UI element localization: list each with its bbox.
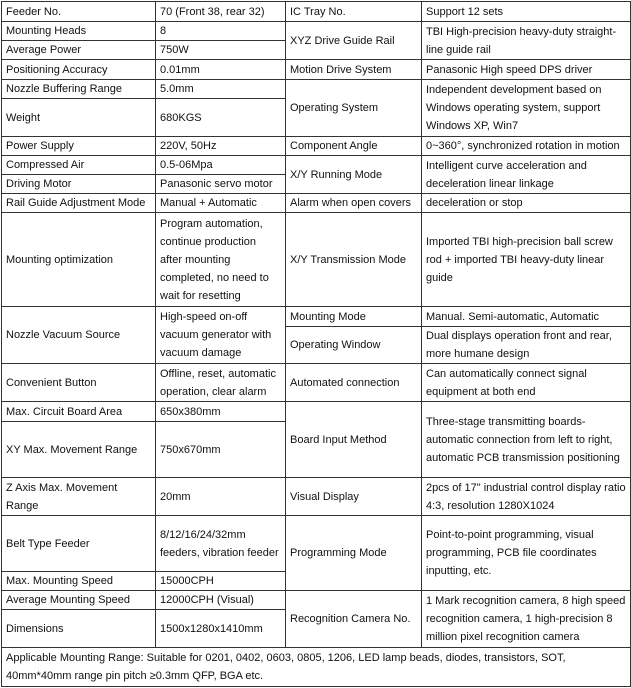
mounting-opt-value: Program automation, continue production after mounting completed, no need to wait for resetting	[156, 213, 286, 307]
nozzle-vacuum-value: High-speed on-off vacuum generator with vacuum damage	[156, 307, 286, 364]
power-supply-value: 220V, 50Hz	[156, 137, 286, 156]
xy-transmission-label: X/Y Transmission Mode	[286, 213, 422, 307]
positioning-label: Positioning Accuracy	[2, 60, 156, 80]
convenient-button-value: Offline, reset, automatic operation, clear alarm	[156, 364, 286, 402]
os-value: Independent development based on Windows operating system, support Windows XP, Win7	[422, 80, 631, 137]
table-row	[2, 60, 631, 80]
visual-display-value: 2pcs of 17" industrial control display ratio 4:3, resolution 1280X1024	[422, 478, 631, 516]
avg-speed-value: 12000CPH (Visual)	[156, 591, 286, 610]
alarm-open-label: Alarm when open covers	[286, 194, 422, 213]
programming-value: Point-to-point programming, visual programming, PCB file coordinates inputting, etc.	[422, 516, 631, 591]
os-label: Operating System	[286, 80, 422, 137]
weight-label: Weight	[2, 99, 156, 137]
max-board-label: Max. Circuit Board Area	[2, 402, 156, 422]
belt-feeder-label: Belt Type Feeder	[2, 516, 156, 572]
table-row	[2, 80, 631, 99]
xyz-rail-value: TBI High-precision heavy-duty straight-line guide rail	[422, 22, 631, 60]
rail-adjust-value: Manual + Automatic	[156, 194, 286, 213]
driving-motor-label: Driving Motor	[2, 175, 156, 194]
motion-drive-label: Motion Drive System	[286, 60, 422, 80]
mounting-opt-label: Mounting optimization	[2, 213, 156, 307]
visual-display-label: Visual Display	[286, 478, 422, 516]
operating-window-label: Operating Window	[286, 327, 422, 364]
component-angle-label: Component Angle	[286, 137, 422, 156]
motion-drive-value: Panasonic High speed DPS driver	[422, 60, 631, 80]
table-row	[2, 2, 631, 22]
mounting-heads-label: Mounting Heads	[2, 22, 156, 41]
xyz-rail-label: XYZ Drive Guide Rail	[286, 22, 422, 60]
alarm-open-value: deceleration or stop	[422, 194, 631, 213]
z-movement-value: 20mm	[156, 478, 286, 516]
avg-speed-label: Average Mounting Speed	[2, 591, 156, 610]
table-row	[2, 478, 631, 516]
feeder-no-value: 70 (Front 38, rear 32)	[156, 2, 286, 22]
table-row	[2, 307, 631, 327]
programming-label: Programming Mode	[286, 516, 422, 591]
positioning-value: 0.01mm	[156, 60, 286, 80]
convenient-button-label: Convenient Button	[2, 364, 156, 402]
avg-power-label: Average Power	[2, 41, 156, 60]
rail-adjust-label: Rail Guide Adjustment Mode	[2, 194, 156, 213]
xy-running-label: X/Y Running Mode	[286, 156, 422, 194]
table-row	[2, 648, 631, 687]
mounting-mode-value: Manual. Semi-automatic, Automatic	[422, 307, 631, 327]
board-input-label: Board Input Method	[286, 402, 422, 478]
weight-value: 680KGS	[156, 99, 286, 137]
table-row	[2, 22, 631, 41]
compressed-air-value: 0.5-06Mpa	[156, 156, 286, 175]
feeder-no-label: Feeder No.	[2, 2, 156, 22]
auto-connection-value: Can automatically connect signal equipment at both end	[422, 364, 631, 402]
board-input-value: Three-stage transmitting boards-automatic connection from left to right, automatic PCB transmission positioning	[422, 402, 631, 478]
avg-power-value: 750W	[156, 41, 286, 60]
recognition-camera-value: 1 Mark recognition camera, 8 high speed recognition camera, 1 high-precision 8 million pixel recognition camera	[422, 591, 631, 648]
xy-movement-label: XY Max. Movement Range	[2, 422, 156, 478]
power-supply-label: Power Supply	[2, 137, 156, 156]
component-angle-value: 0~360°, synchronized rotation in motion	[422, 137, 631, 156]
ic-tray-label: IC Tray No.	[286, 2, 422, 22]
nozzle-vacuum-label: Nozzle Vacuum Source	[2, 307, 156, 364]
table-row	[2, 591, 631, 610]
table-row	[2, 137, 631, 156]
compressed-air-label: Compressed Air	[2, 156, 156, 175]
dimensions-label: Dimensions	[2, 610, 156, 648]
table-row	[2, 213, 631, 307]
recognition-camera-label: Recognition Camera No.	[286, 591, 422, 648]
xy-transmission-value: Imported TBI high-precision ball screw rod + imported TBI heavy-duty linear guide	[422, 213, 631, 307]
table-row	[2, 156, 631, 175]
driving-motor-value: Panasonic servo motor	[156, 175, 286, 194]
dimensions-value: 1500x1280x1410mm	[156, 610, 286, 648]
max-board-value: 650x380mm	[156, 402, 286, 422]
belt-feeder-value: 8/12/16/24/32mm feeders, vibration feeder	[156, 516, 286, 572]
ic-tray-value: Support 12 sets	[422, 2, 631, 22]
table-row	[2, 516, 631, 572]
xy-running-value: Intelligent curve acceleration and deceleration linear linkage	[422, 156, 631, 194]
max-speed-label: Max. Mounting Speed	[2, 572, 156, 591]
nozzle-buffer-label: Nozzle Buffering Range	[2, 80, 156, 99]
auto-connection-label: Automated connection	[286, 364, 422, 402]
mounting-range-note: Applicable Mounting Range: Suitable for 0201, 0402, 0603, 0805, 1206, LED lamp beads, diodes, transistors, SOT, 40mm*40mm range pin pitch ≥0.3mm QFP, BGA etc.	[2, 648, 631, 687]
spec-table	[1, 1, 631, 687]
mounting-heads-value: 8	[156, 22, 286, 41]
max-speed-value: 15000CPH	[156, 572, 286, 591]
xy-movement-value: 750x670mm	[156, 422, 286, 478]
mounting-mode-label: Mounting Mode	[286, 307, 422, 327]
z-movement-label: Z Axis Max. Movement Range	[2, 478, 156, 516]
table-row	[2, 364, 631, 402]
table-row	[2, 402, 631, 422]
operating-window-value: Dual displays operation front and rear, more humane design	[422, 327, 631, 364]
nozzle-buffer-value: 5.0mm	[156, 80, 286, 99]
table-row	[2, 194, 631, 213]
